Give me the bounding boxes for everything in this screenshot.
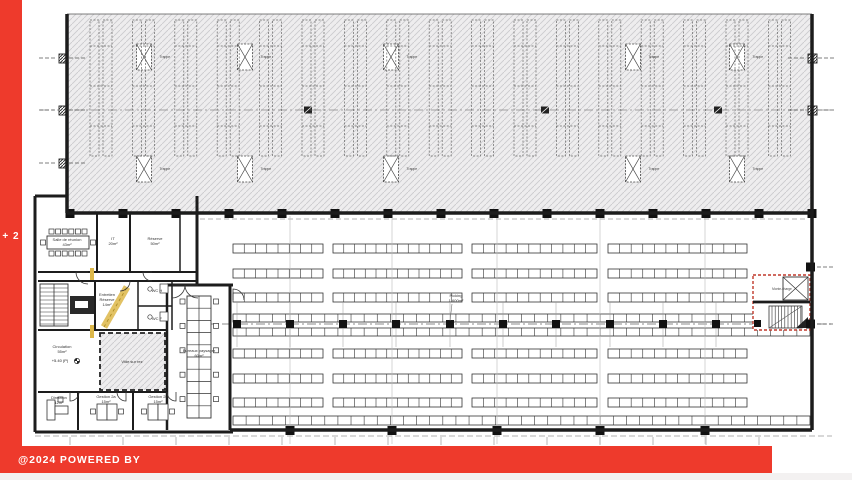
svg-text:WC H: WC H <box>151 288 163 293</box>
svg-text:Trappe: Trappe <box>260 55 272 59</box>
svg-text:12m²: 12m² <box>54 400 64 405</box>
room-label-circulation <box>52 344 72 363</box>
svg-text:60m²: 60m² <box>194 353 204 358</box>
bottom-margin-strip <box>0 473 852 480</box>
svg-text:Trappe: Trappe <box>159 55 171 59</box>
svg-text:Trappe: Trappe <box>406 167 418 171</box>
svg-text:43m²: 43m² <box>62 242 72 247</box>
svg-text:Direction: Direction <box>51 395 67 400</box>
room-label-gestion-2a <box>96 394 116 404</box>
svg-text:Trappe: Trappe <box>406 55 418 59</box>
svg-text:Trappe: Trappe <box>260 167 272 171</box>
svg-text:Gestion 2a: Gestion 2a <box>96 394 116 399</box>
svg-text:55m²: 55m² <box>57 349 67 354</box>
svg-text:Gestion 2b: Gestion 2b <box>148 394 168 399</box>
level-badge: + 2 <box>2 231 20 242</box>
level-mark-icon <box>74 358 79 363</box>
svg-text:50m²: 50m² <box>150 241 160 246</box>
svg-text:Réserve: Réserve <box>99 297 115 302</box>
svg-text:Vide sur rez: Vide sur rez <box>121 359 143 364</box>
svg-text:Salle de réunion: Salle de réunion <box>52 237 82 242</box>
svg-text:Monte-charge: Monte-charge <box>772 287 792 291</box>
svg-text:15m²: 15m² <box>101 399 111 404</box>
svg-text:Trappe: Trappe <box>648 55 660 59</box>
left-accent-bar <box>0 0 22 447</box>
svg-text:Trappe: Trappe <box>648 167 660 171</box>
svg-text:15m²: 15m² <box>153 399 163 404</box>
svg-text:+5.40 (P): +5.40 (P) <box>51 358 69 363</box>
svg-text:14m²: 14m² <box>102 302 112 307</box>
room-label-direction <box>51 395 67 405</box>
svg-text:IT: IT <box>111 236 115 241</box>
room-label-it <box>108 236 118 246</box>
room-label-reserve <box>148 236 164 246</box>
svg-text:Picking: Picking <box>449 293 463 298</box>
svg-text:Entretien: Entretien <box>98 292 116 297</box>
stairwell <box>40 284 94 326</box>
svg-text:Trappe: Trappe <box>159 167 171 171</box>
svg-text:1 600m²: 1 600m² <box>448 298 464 303</box>
room-label-wc-h <box>152 288 163 293</box>
svg-text:WC F: WC F <box>151 316 163 321</box>
room-label-vide-sur-rez <box>121 359 142 364</box>
mezzanine-storage-area <box>39 14 836 213</box>
svg-text:Trappe: Trappe <box>752 55 764 59</box>
svg-text:Bureaux paysager: Bureaux paysager <box>182 348 216 353</box>
room-label-wc-f <box>152 316 163 321</box>
stairs-icon <box>769 306 802 328</box>
footer-credit-text: @2024 POWERED BY <box>18 453 141 466</box>
room-label-gestion-2b <box>148 394 168 404</box>
svg-text:Réserve: Réserve <box>147 236 163 241</box>
svg-text:20m²: 20m² <box>108 241 118 246</box>
svg-text:Trappe: Trappe <box>752 167 764 171</box>
footer-bar <box>0 446 772 473</box>
dimension-ticks <box>70 437 759 445</box>
svg-text:Circulation: Circulation <box>52 344 72 349</box>
